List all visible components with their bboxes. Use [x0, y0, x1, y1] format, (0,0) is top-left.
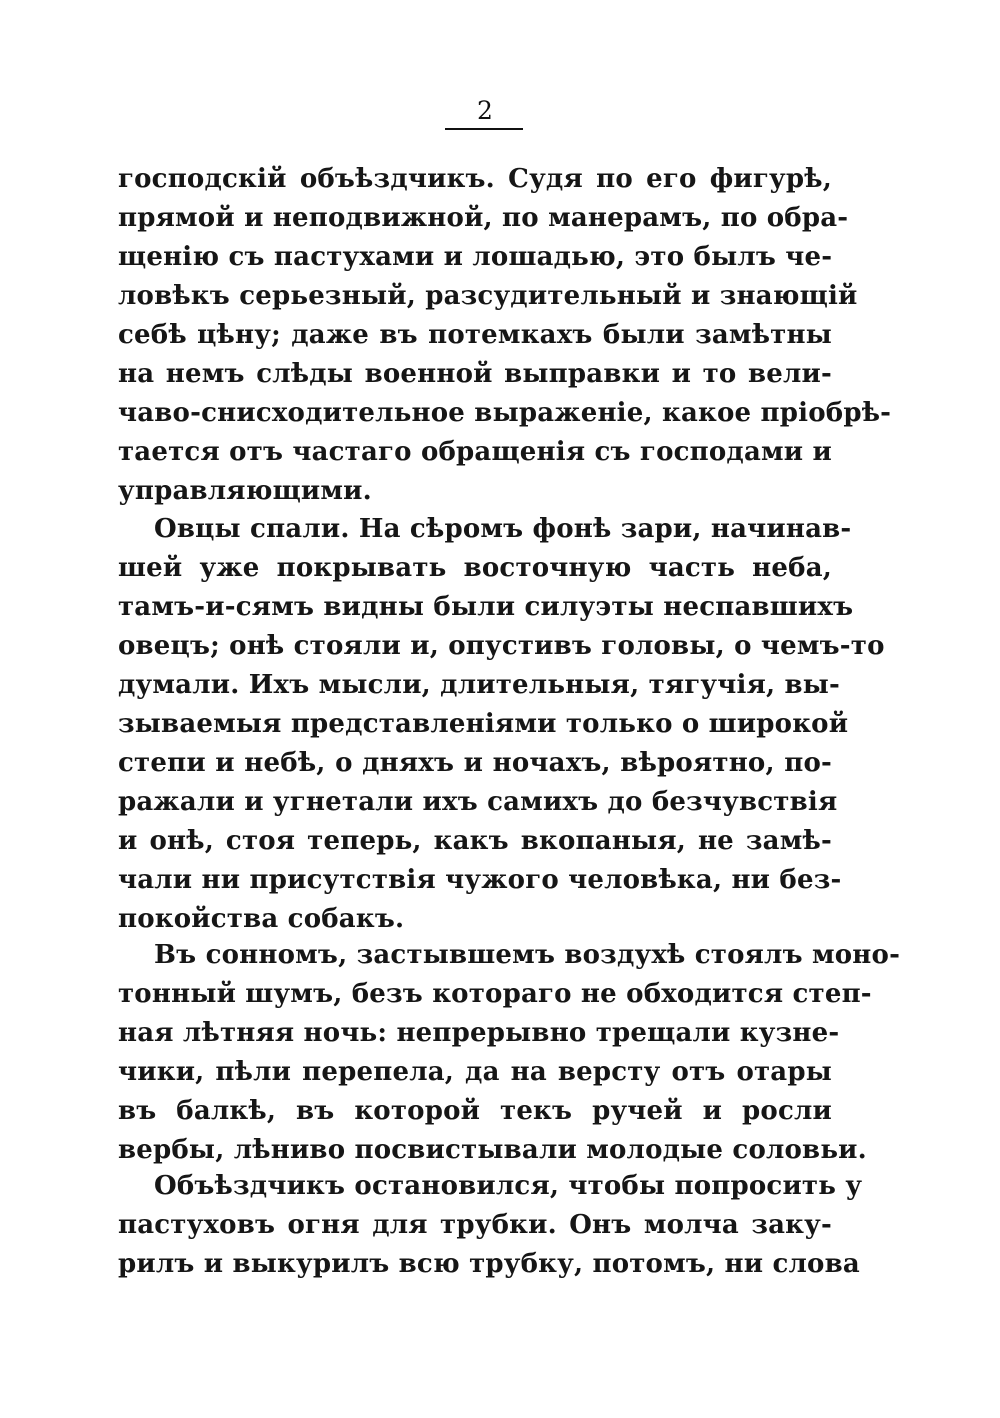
text-line: ловѣкъ серьезный, разсудительный и знающій: [118, 281, 858, 311]
text-line: думали. Ихъ мысли, длительныя, тягучія, вы-: [118, 670, 841, 700]
text-line: шей уже покрывать восточную часть неба,: [118, 553, 832, 583]
text-line: щенію съ пастухами и лошадью, это былъ че-: [118, 242, 833, 272]
paragraph-3: [118, 936, 901, 1170]
text-line: и онѣ, стоя теперь, какъ вкопаныя, не замѣ-: [118, 826, 832, 856]
text-line: ражали и угнетали ихъ самихъ до безчувствія: [118, 787, 838, 817]
page-number-rule: [445, 128, 523, 130]
text-line: Въ сонномъ, застывшемъ воздухѣ стоялъ моно-: [154, 940, 901, 970]
text-line: управляющими.: [118, 476, 372, 506]
text-line: Овцы спали. На сѣромъ фонѣ зари, начинав-: [154, 514, 852, 544]
text-line: прямой и неподвижной, по манерамъ, по обра-: [118, 203, 849, 233]
paragraph-2: [118, 510, 885, 939]
text-line: рилъ и выкурилъ всю трубку, потомъ, ни слова: [118, 1249, 860, 1279]
paragraph-1: [118, 160, 892, 511]
paragraph-4: [118, 1167, 863, 1284]
text-line: въ балкѣ, въ которой текъ ручей и росли: [118, 1096, 832, 1126]
text-line: вербы, лѣниво посвистывали молодые соловьи.: [118, 1135, 867, 1165]
text-line: ная лѣтняя ночь: непрерывно трещали кузне-: [118, 1018, 840, 1048]
text-line: на немъ слѣды военной выправки и то вели-: [118, 359, 832, 389]
text-line: степи и небѣ, о дняхъ и ночахъ, вѣроятно, по-: [118, 748, 832, 778]
text-line: чики, пѣли перепела, да на версту отъ отары: [118, 1057, 832, 1087]
text-line: чаво-снисходительное выраженіе, какое пріобрѣ-: [118, 398, 892, 428]
text-line: Объѣздчикъ остановился, чтобы попросить у: [154, 1171, 863, 1201]
text-line: зываемыя представленіями только о широкой: [118, 709, 849, 739]
text-line: господскій объѣздчикъ. Судя по его фигурѣ,: [118, 164, 832, 194]
text-line: себѣ цѣну; даже въ потемкахъ были замѣтны: [118, 320, 832, 350]
text-line: чали ни присутствія чужого человѣка, ни без-: [118, 865, 842, 895]
text-line: тается отъ частаго обращенія съ господами и: [118, 437, 832, 467]
text-line: тамъ-и-сямъ видны были силуэты неспавшихъ: [118, 592, 854, 622]
text-line: пастуховъ огня для трубки. Онъ молча заку-: [118, 1210, 832, 1240]
text-line: овецъ; онѣ стояли и, опустивъ головы, о чемъ-то: [118, 631, 885, 661]
text-line: покойства собакъ.: [118, 904, 405, 934]
page-number: 2: [477, 96, 493, 125]
text-line: тонный шумъ, безъ котораго не обходится степ-: [118, 979, 872, 1009]
